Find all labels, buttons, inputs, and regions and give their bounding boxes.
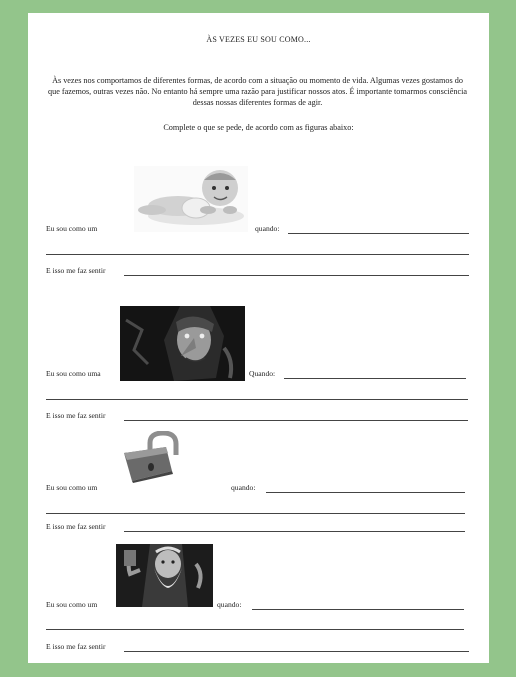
item2-when-line[interactable] (284, 378, 466, 379)
item4-when-label: quando: (217, 600, 242, 609)
item4-when-line[interactable] (252, 609, 464, 610)
item3-extra-line[interactable] (46, 513, 465, 514)
item1-feel-line[interactable] (124, 275, 469, 276)
item2-when-label: Quando: (249, 369, 276, 378)
instruction-text: Complete o que se pede, de acordo com as figuras abaixo: (163, 123, 354, 132)
padlock-photo (118, 431, 184, 483)
item1-when-line[interactable] (288, 233, 469, 234)
item4-extra-line[interactable] (46, 629, 464, 630)
item2-prefix: Eu sou como uma (46, 369, 101, 378)
item2-feel-line[interactable] (124, 420, 468, 421)
item1-feel-label: E isso me faz sentir (46, 266, 106, 275)
item1-when-label: quando: (255, 224, 280, 233)
item3-when-label: quando: (231, 483, 256, 492)
item3-when-line[interactable] (266, 492, 465, 493)
page-title: ÀS VEZES EU SOU COMO... (206, 35, 311, 44)
item1-extra-line[interactable] (46, 254, 469, 255)
old-man-photo (116, 544, 213, 607)
item4-prefix: Eu sou como um (46, 600, 98, 609)
item2-feel-label: E isso me faz sentir (46, 411, 106, 420)
intro-paragraph: Às vezes nos comportamos de diferentes formas, de acordo com a situação ou momento de vida. Algumas vezes gostamos do que fazemos, outras vezes não. No entanto há sempre uma razão para justificar nossos atos. É importante tomarmos consciência dessas nossas diferentes formas de agir. (48, 76, 468, 107)
item3-feel-label: E isso me faz sentir (46, 522, 106, 531)
item4-feel-label: E isso me faz sentir (46, 642, 106, 651)
item1-prefix: Eu sou como um (46, 224, 98, 233)
baby-photo (134, 166, 248, 232)
item3-feel-line[interactable] (124, 531, 465, 532)
witch-photo (120, 306, 245, 381)
item2-extra-line[interactable] (46, 399, 468, 400)
item4-feel-line[interactable] (124, 651, 469, 652)
item3-prefix: Eu sou como um (46, 483, 98, 492)
worksheet-page (28, 13, 489, 663)
